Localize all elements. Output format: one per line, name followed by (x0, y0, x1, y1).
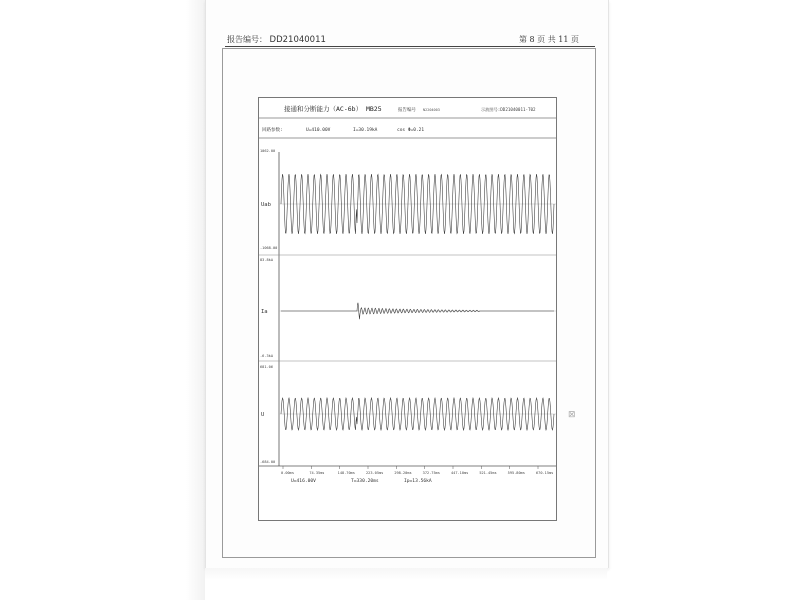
sample-value: N2204003 (423, 108, 440, 112)
channel-label-uab: Uab (261, 202, 271, 208)
readout-voltage: U=416.00V (291, 479, 316, 484)
x-tick-label: 670.15ms (536, 471, 554, 475)
sample-label: 报告编号 (398, 108, 416, 113)
oscillogram-svg (259, 98, 556, 520)
oscillogram (258, 97, 557, 521)
channel-label-ia: Ia (261, 309, 268, 315)
x-tick-label: 298.20ms (394, 471, 412, 475)
x-tick-label: 372.75ms (422, 471, 440, 475)
param-voltage: U=410.00V (306, 128, 331, 133)
report-number-value: DD21040011 (269, 35, 326, 45)
report-number-label: 报告编号： (227, 35, 267, 44)
params-label: 回路参数: (262, 128, 283, 133)
uab-bottom-label: -1068.00 (260, 246, 278, 250)
x-tick-label: 74.35ms (309, 471, 325, 475)
ia-bottom-label: -6.3kA (260, 354, 273, 358)
x-tick-label: 521.45ms (479, 471, 497, 475)
readout-peak-current: Ip=13.56kA (404, 479, 432, 484)
header-rule (225, 46, 595, 47)
x-tick-label: 223.05ms (366, 471, 384, 475)
u-top-label: 681.06 (260, 365, 273, 369)
x-tick-label: 0.00ms (281, 471, 294, 475)
test-number: 示波图号:DD21040011-T02 (481, 107, 536, 112)
ia-top-label: 83.8kA (260, 258, 273, 262)
page-fold-shadow (205, 568, 607, 580)
report-number-header (227, 34, 326, 45)
x-tick-labels (281, 466, 553, 475)
readout-time: T=330.20ms (351, 479, 379, 484)
param-current: I=30.19kA (353, 128, 378, 133)
scan-mark: ⊠ (568, 410, 576, 420)
chart-title: 接通和分断能力（AC-6b） MB25 (284, 105, 382, 113)
x-tick-label: 148.70ms (337, 471, 355, 475)
x-tick-label: 447.10ms (451, 471, 469, 475)
u-bottom-label: -684.00 (260, 460, 276, 464)
channel-label-u: U (261, 412, 265, 418)
page-indicator: 第 8 页 共 11 页 (519, 35, 579, 44)
uab-top-label: 1062.00 (260, 149, 276, 153)
page-edge-shadow (186, 0, 205, 600)
x-tick-label: 595.80ms (507, 471, 525, 475)
param-power-factor: cos Φ=0.21 (397, 128, 425, 133)
